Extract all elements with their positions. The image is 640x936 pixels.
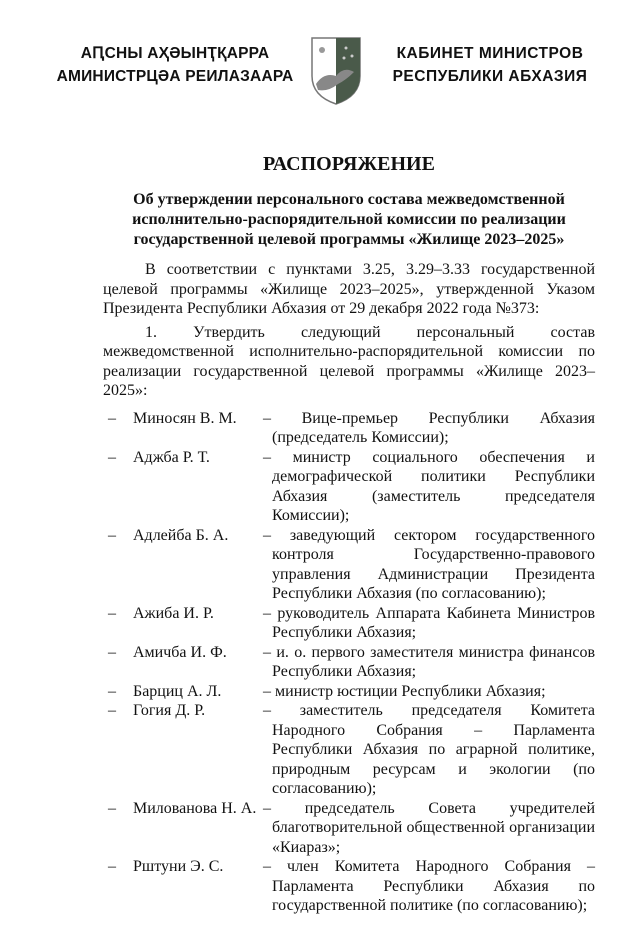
list-item [108,799,595,858]
member-role: – и. о. первого заместителя министра финансов Республики Абхазия; [263,643,595,680]
list-item [108,448,595,526]
document-subtitle: Об утверждении персонального состава межведомственной исполнительно-распорядительной комиссии по реализации государственной целевой программы «Жилище 2023–2025» [132,191,566,248]
member-name: Адлейба Б. А. [133,526,229,544]
list-item [108,857,595,916]
member-role: – заместитель председателя Комитета Народного Собрания – Парламента Республики Абхазия по аграрной политике, природным ресурсам и экологии (по согласованию); [263,702,595,797]
member-name: Миносян В. М. [133,409,237,427]
list-item [108,604,595,643]
paragraph-preamble: В соответствии с пунктами 3.25, 3.29–3.33 государственной целевой программы «Жилище 2023–2025», утвержденной Указом Президента Республики Абхазия от 29 декабря 2022 года №373: [103,261,595,317]
list-dash: – [108,858,116,875]
member-name: Гогия Д. Р. [133,702,206,719]
member-role: – член Комитета Народного Собрания – Парламента Республики Абхазия по государственной политике (по согласованию); [263,858,595,914]
header-right-line-2: РЕСПУБЛИКИ АБХАЗИЯ [392,68,588,85]
list-item [108,701,595,799]
list-dash: – [108,409,116,427]
list-dash: – [108,643,116,661]
member-name: Аджба Р. Т. [133,448,210,466]
header-right-line-1: КАБИНЕТ МИНИСТРОВ [396,45,584,62]
member-role: – заведующий сектором государственного контроля Государственно-правового управления Администрации Президента Республики Абхазия (по согласованию); [263,526,595,602]
list-dash: – [108,604,116,622]
list-item [108,409,595,448]
member-role: – Вице-премьер Республики Абхазия (председатель Комиссии); [263,409,595,446]
list-dash: – [108,682,116,700]
member-name: Рштуни Э. С. [133,858,224,875]
document-title: РАСПОРЯЖЕНИЕ [263,153,435,175]
header-left-line-2: АМИНИСТРЦӘА РЕИЛАЗААРА [56,68,294,85]
member-role: – руководитель Аппарата Кабинета Министров Республики Абхазия; [263,604,595,641]
member-name: Барциц А. Л. [133,682,222,700]
list-item [108,526,595,604]
paragraph-item-1: 1. Утвердить следующий персональный состав межведомственной исполнительно-распорядительной комиссии по реализации государственной целевой программы «Жилище 2023–2025»: [103,323,595,399]
list-dash: – [108,702,116,719]
list-item [108,682,595,702]
member-role: – председатель Совета учредителей благотворительной общественной организации «Киараз»; [263,799,595,856]
member-name: Милованова Н. А. [133,799,257,817]
list-dash: – [108,526,116,544]
member-role: – министр социального обеспечения и демографической политики Республики Абхазия (заместитель председателя Комиссии); [263,448,595,524]
list-dash: – [108,448,116,466]
member-name: Амичба И. Ф. [133,643,227,661]
header-left-line-1: АԤСНЫ АҲӘЫНҬҚАРРА [80,45,270,62]
list-item [108,643,595,682]
list-dash: – [108,799,116,817]
member-role: – министр юстиции Республики Абхазия; [263,682,546,700]
members-list [103,409,595,916]
member-name: Ажиба И. Р. [133,604,214,622]
